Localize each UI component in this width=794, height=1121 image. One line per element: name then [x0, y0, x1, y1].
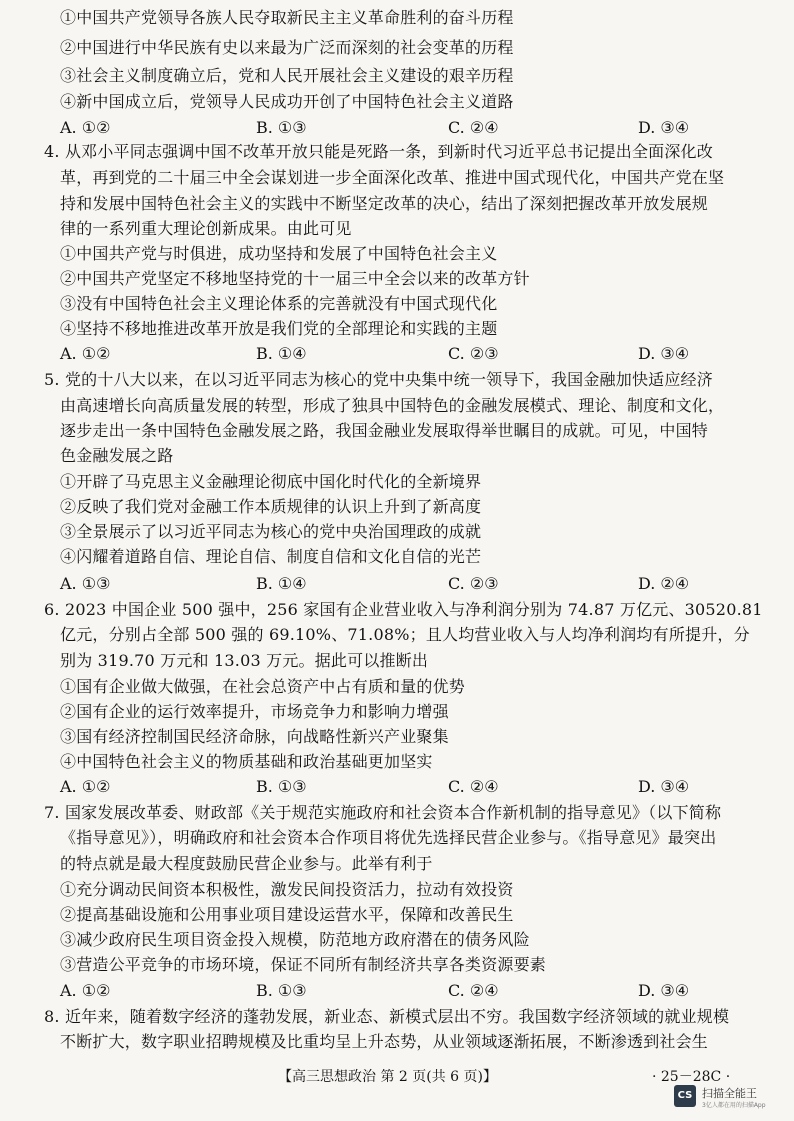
q4-stem-line-2: 革，再到党的二十届三中全会谋划进一步全面深化改革、推进中国式现代化，中国共产党在坚	[60, 168, 725, 187]
choice-a: A. ①②	[60, 981, 111, 1000]
q5-option-1: ①开辟了马克思主义金融理论彻底中国化时代化的全新境界	[60, 472, 482, 491]
choice-b: B. ①④	[256, 574, 307, 593]
q7-option-1: ①充分调动民间资本积极性，激发民间投资活力，拉动有效投资	[60, 880, 514, 899]
choice-c: C. ②④	[448, 981, 499, 1000]
q7-choices	[60, 981, 760, 1001]
q6-choices	[60, 777, 760, 797]
footer-title: 【高三思想政治 第 2 页(共 6 页)】	[278, 1069, 497, 1085]
choice-a: A. ①②	[60, 344, 111, 363]
q6-stem-line-2: 亿元，分别占全部 500 强的 69.10%、71.08%；且人均营业收入与人均净利润均有所提升，分	[60, 625, 750, 644]
q6-stem-line-3: 别为 319.70 万元和 13.03 万元。据此可以推断出	[60, 651, 429, 670]
q5-stem-line-2: 由高速增长向高质量发展的转型，形成了独具中国特色的金融发展模式、理论、制度和文化，	[60, 396, 725, 415]
q6-option-2: ②国有企业的运行效率提升，市场竞争力和影响力增强	[60, 702, 449, 721]
choice-b: B. ①③	[256, 118, 307, 137]
q8-stem-line-1: 8. 近年来，随着数字经济的蓬勃发展，新业态、新模式层出不穷。我国数字经济领域的就业规模	[44, 1007, 730, 1026]
footer-code: · 25－28C ·	[652, 1069, 731, 1085]
q5-stem-line-3: 逐步走出一条中国特色金融发展之路，我国金融业发展取得举世瞩目的成就。可见，中国特	[60, 421, 709, 440]
q7-option-2: ②提高基础设施和公用事业项目建设运营水平，保障和改善民生	[60, 905, 514, 924]
q6-option-1: ①国有企业做大做强，在社会总资产中占有质和量的优势	[60, 677, 466, 696]
watermark-subtitle: 3亿人都在用的扫描App	[702, 1102, 766, 1109]
scanner-watermark	[674, 1083, 784, 1113]
q4-choices	[60, 344, 760, 364]
q7-option-4: ③营造公平竞争的市场环境，保证不同所有制经济共享各类资源要素	[60, 955, 547, 974]
q4-option-1: ①中国共产党与时俱进，成功坚持和发展了中国特色社会主义	[60, 244, 498, 263]
q3-option-4: ④新中国成立后，党领导人民成功开创了中国特色社会主义道路	[60, 92, 514, 111]
q4-option-2: ②中国共产党坚定不移地坚持党的十一届三中全会以来的改革方针	[60, 269, 530, 288]
choice-c: C. ②④	[448, 777, 499, 796]
choice-b: B. ①④	[256, 344, 307, 363]
q3-option-2: ②中国进行中华民族有史以来最为广泛而深刻的社会变革的历程	[60, 38, 514, 57]
choice-d: D. ③④	[638, 118, 690, 137]
q3-option-1: ①中国共产党领导各族人民夺取新民主主义革命胜利的奋斗历程	[60, 8, 514, 27]
q7-stem-line-3: 的特点就是最大程度鼓励民营企业参与。此举有利于	[60, 854, 433, 873]
q3-option-3: ③社会主义制度确立后，党和人民开展社会主义建设的艰辛历程	[60, 66, 514, 85]
q6-option-3: ③国有经济控制国民经济命脉，向战略性新兴产业聚集	[60, 727, 449, 746]
choice-a: A. ①③	[60, 574, 111, 593]
q7-option-3: ③减少政府民生项目资金投入规模，防范地方政府潜在的债务风险	[60, 930, 530, 949]
choice-c: C. ②④	[448, 118, 499, 137]
q4-option-3: ③没有中国特色社会主义理论体系的完善就没有中国式现代化	[60, 294, 498, 313]
choice-b: B. ①③	[256, 981, 307, 1000]
q6-option-4: ④中国特色社会主义的物质基础和政治基础更加坚实	[60, 752, 433, 771]
choice-d: D. ③④	[638, 777, 690, 796]
q4-option-4: ④坚持不移地推进改革开放是我们党的全部理论和实践的主题	[60, 319, 498, 338]
choice-c: C. ②③	[448, 574, 499, 593]
q5-option-4: ④闪耀着道路自信、理论自信、制度自信和文化自信的光芒	[60, 547, 482, 566]
watermark-title: 扫描全能王	[702, 1087, 757, 1100]
q3-choices	[60, 118, 760, 138]
choice-d: D. ③④	[638, 981, 690, 1000]
q5-stem-line-1: 5. 党的十八大以来，在以习近平同志为核心的党中央集中统一领导下，我国金融加快适应经济	[44, 370, 713, 389]
q6-stem-line-1: 6. 2023 中国企业 500 强中，256 家国有企业营业收入与净利润分别为 74.87 万亿元、30520.81	[44, 600, 763, 619]
choice-d: D. ③④	[638, 344, 690, 363]
q5-stem-line-4: 色金融发展之路	[60, 446, 174, 465]
q5-option-2: ②反映了我们党对金融工作本质规律的认识上升到了新高度	[60, 497, 482, 516]
q4-stem-line-3: 持和发展中国特色社会主义的实践中不断坚定改革的决心，结出了深刻把握改革开放发展规	[60, 194, 709, 213]
choice-d: D. ②④	[638, 574, 690, 593]
q4-stem-line-4: 律的一系列重大理论创新成果。由此可见	[60, 219, 352, 238]
q8-stem-line-2: 不断扩大，数字职业招聘规模及比重均呈上升态势，从业领域逐渐拓展，不断渗透到社会生	[60, 1032, 709, 1051]
choice-c: C. ②③	[448, 344, 499, 363]
camscanner-logo-icon: CS	[674, 1085, 696, 1107]
q5-choices	[60, 574, 760, 594]
choice-b: B. ①③	[256, 777, 307, 796]
choice-a: A. ①②	[60, 777, 111, 796]
q4-stem-line-1: 4. 从邓小平同志强调中国不改革开放只能是死路一条，到新时代习近平总书记提出全面深化改	[44, 142, 713, 161]
q5-option-3: ③全景展示了以习近平同志为核心的党中央治国理政的成就	[60, 522, 482, 541]
q7-stem-line-1: 7. 国家发展改革委、财政部《关于规范实施政府和社会资本合作新机制的指导意见》（以下简称	[44, 803, 722, 822]
q7-stem-line-2: 《指导意见》），明确政府和社会资本合作项目将优先选择民营企业参与。《指导意见》最突出	[60, 828, 717, 847]
choice-a: A. ①②	[60, 118, 111, 137]
